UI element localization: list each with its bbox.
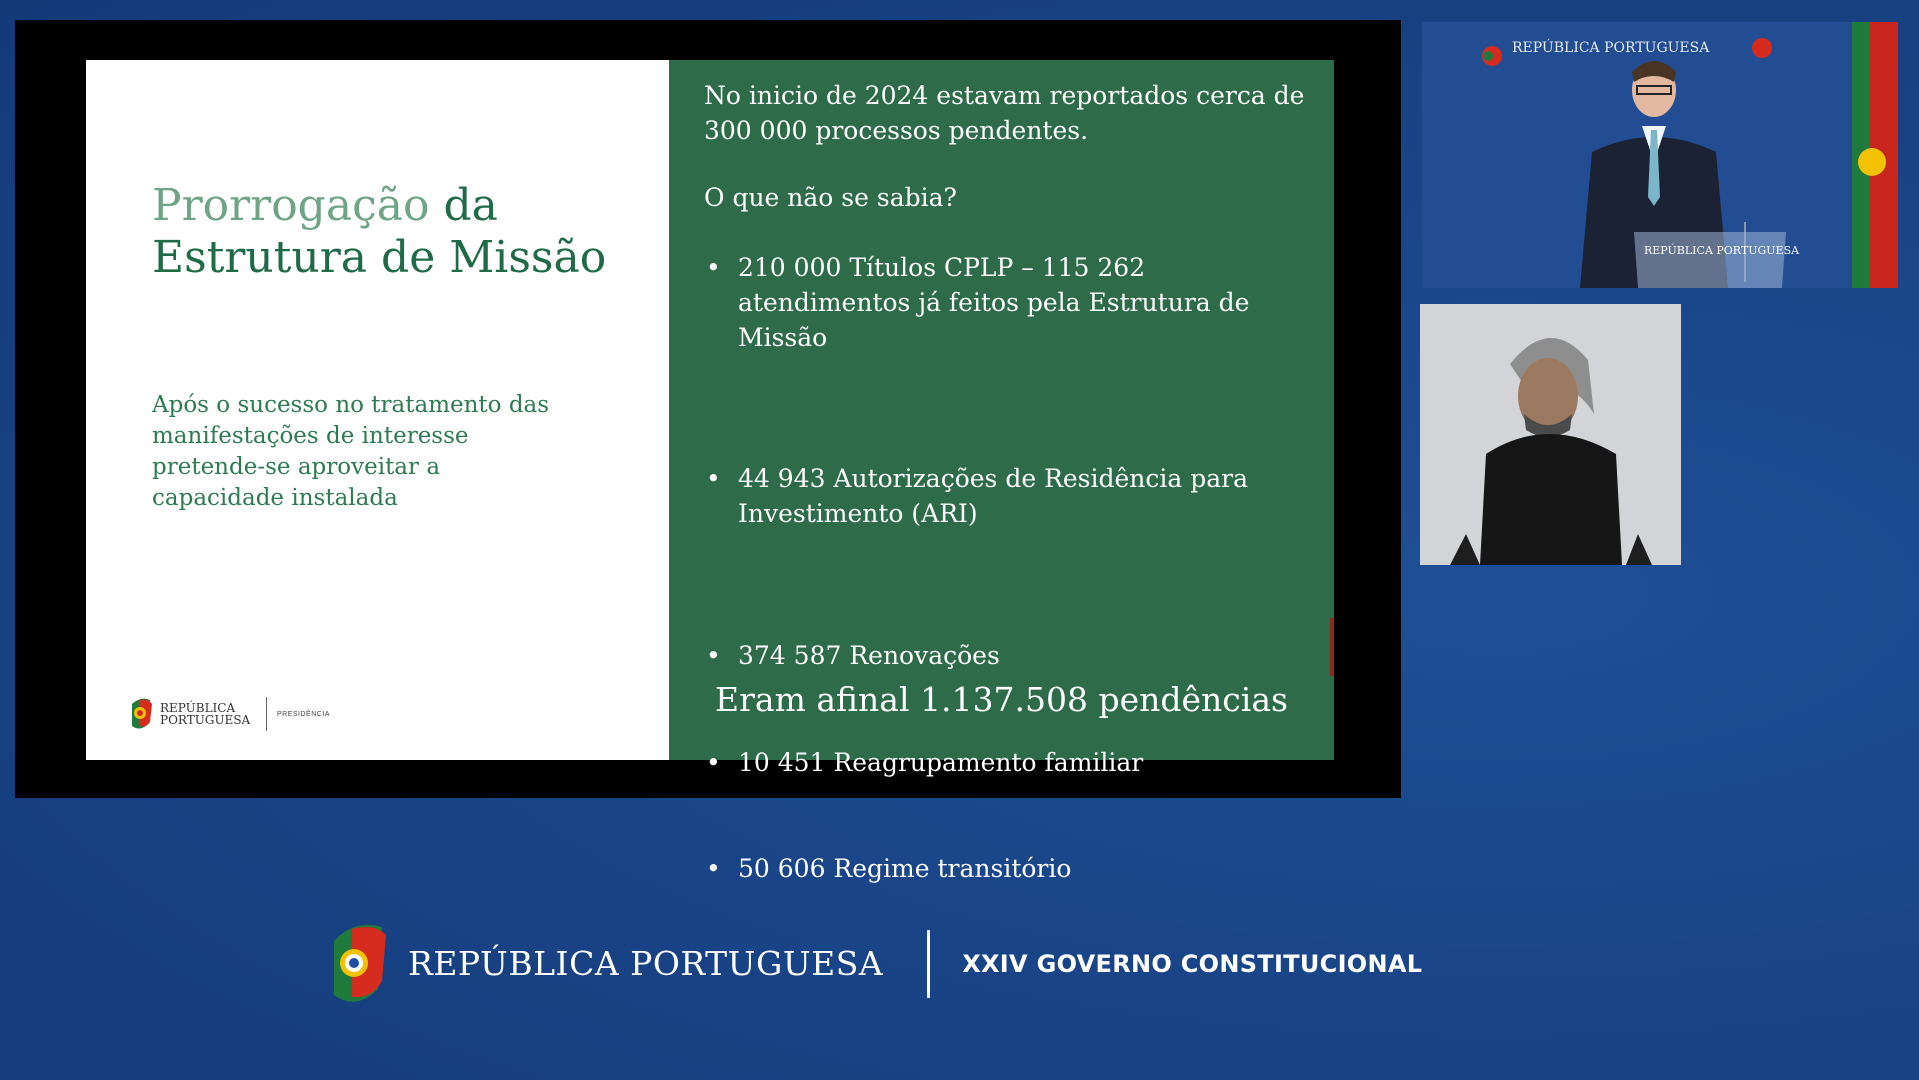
speaker-scene	[1422, 22, 1898, 288]
bullet-dot-icon: •	[706, 464, 721, 493]
bullet-text: 374 587 Renovações	[738, 641, 1000, 670]
lectern-logo-text: REPÚBLICA PORTUGUESA	[1644, 244, 1800, 257]
interpreter-scene	[1420, 304, 1681, 565]
bullet-item	[704, 250, 1314, 355]
bullet-dot-icon: •	[706, 253, 721, 282]
slide-subtitle: Após o sucesso no tratamento das manifestações de interesse pretende-se aproveitar a capacidade instalada	[152, 392, 550, 511]
footer-republic-name: REPÚBLICA PORTUGUESA	[408, 944, 884, 983]
interpreter-video-feed	[1420, 304, 1681, 565]
bullet-dot-icon: •	[706, 641, 721, 670]
bullet-item	[704, 745, 1314, 780]
bullet-dot-icon: •	[706, 854, 721, 883]
bullet-text: 210 000 Títulos CPLP – 115 262 atendimentos já feitos pela Estrutura de Missão	[738, 253, 1250, 352]
bullet-item	[704, 461, 1314, 531]
bullet-text: 44 943 Autorizações de Residência para Investimento (ARI)	[738, 464, 1249, 528]
presentation-screen	[15, 20, 1401, 883]
bullet-text: 10 451 Reagrupamento familiar	[738, 748, 1144, 777]
slide-title	[152, 180, 612, 284]
slide-title-rest: da Estrutura de Missão	[152, 180, 607, 283]
bullet-item	[704, 851, 1314, 886]
footer-logo	[326, 918, 1422, 1010]
slide-title-accent: Prorrogação	[152, 180, 430, 231]
slide-logo-text: REPÚBLICA PORTUGUESA	[160, 701, 251, 727]
slide-logo-division: PRESIDÊNCIA	[277, 710, 330, 718]
backdrop-logo-text: REPÚBLICA PORTUGUESA	[1512, 40, 1710, 56]
slide-question: O que não se sabia?	[704, 183, 957, 212]
slide-right-panel	[669, 60, 1334, 883]
bullet-text: 50 606 Regime transitório	[738, 854, 1072, 883]
republic-emblem-icon	[128, 696, 154, 732]
speaker-video-feed	[1422, 22, 1898, 288]
footer-government-label: XXIV GOVERNO CONSTITUCIONAL	[962, 950, 1423, 978]
slide-logo	[128, 692, 330, 736]
slide-logo-divider	[266, 697, 267, 731]
footer-divider	[927, 930, 930, 998]
bullet-item	[704, 638, 1314, 673]
laser-pointer-mark	[1330, 618, 1334, 676]
slide-left-panel	[86, 60, 669, 760]
slide-total: Eram afinal 1.137.508 pendências	[715, 680, 1288, 719]
slide-intro-text: No inicio de 2024 estavam reportados cerca de 300 000 processos pendentes.	[704, 81, 1305, 145]
republic-emblem-icon	[326, 919, 388, 1009]
bullet-dot-icon: •	[706, 748, 721, 777]
